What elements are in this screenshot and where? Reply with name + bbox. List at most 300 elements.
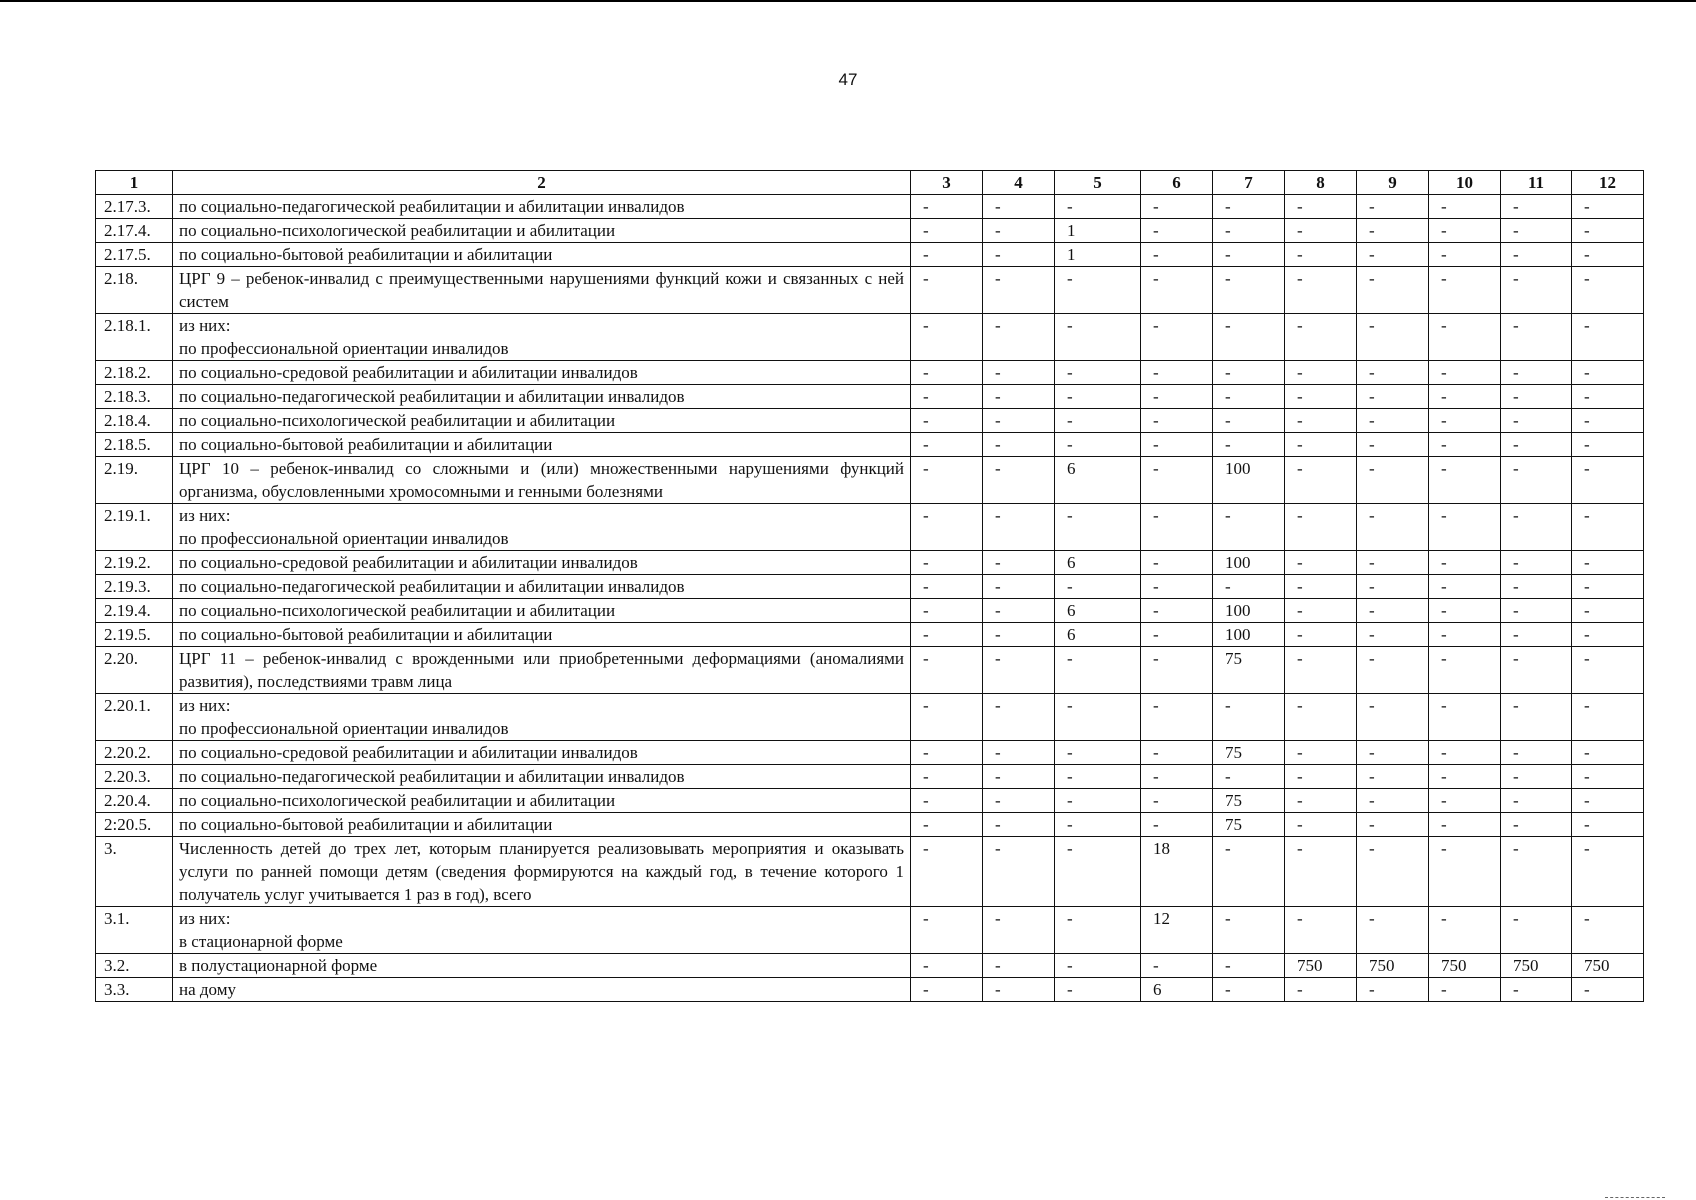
value-cell: - — [1357, 694, 1429, 741]
value-cell: - — [1572, 741, 1644, 765]
value-cell: - — [1213, 954, 1285, 978]
value-cell: - — [1285, 978, 1357, 1002]
value-cell: - — [1429, 504, 1501, 551]
value-cell: - — [1572, 361, 1644, 385]
row-description — [173, 551, 911, 575]
row-description-line: из них: — [179, 696, 231, 715]
value-cell: - — [1213, 267, 1285, 314]
value-cell: - — [1501, 647, 1572, 694]
value-cell: - — [1501, 457, 1572, 504]
value-cell: - — [911, 243, 983, 267]
value-cell: - — [983, 195, 1055, 219]
table-row — [96, 954, 1644, 978]
value-cell: - — [911, 551, 983, 575]
value-cell: - — [1055, 433, 1141, 457]
value-cell: - — [1572, 551, 1644, 575]
value-cell: - — [1357, 741, 1429, 765]
row-number: 2.18. — [96, 267, 173, 314]
value-cell: - — [1285, 361, 1357, 385]
table-row — [96, 504, 1644, 551]
value-cell: - — [1501, 765, 1572, 789]
value-cell: - — [1357, 647, 1429, 694]
value-cell: - — [983, 243, 1055, 267]
value-cell: - — [1429, 575, 1501, 599]
value-cell: - — [1285, 837, 1357, 907]
value-cell: - — [1501, 551, 1572, 575]
value-cell: - — [1141, 765, 1213, 789]
table-row — [96, 765, 1644, 789]
value-cell: - — [1055, 314, 1141, 361]
value-cell: - — [1357, 575, 1429, 599]
value-cell: - — [1285, 907, 1357, 954]
value-cell: 6 — [1055, 623, 1141, 647]
value-cell: 100 — [1213, 551, 1285, 575]
value-cell: - — [1055, 409, 1141, 433]
value-cell: - — [1213, 195, 1285, 219]
value-cell: - — [1501, 907, 1572, 954]
value-cell: - — [1285, 694, 1357, 741]
value-cell: - — [911, 789, 983, 813]
value-cell: 100 — [1213, 457, 1285, 504]
row-description-line: Численность детей до трех лет, которым планируется реализовывать мероприятия и оказывать услуги по ранней помощи детям (сведения формируются на каждый год, в течение которого 1 получатель услуг учитывается 1 раз в год), всего — [179, 839, 904, 904]
value-cell: - — [983, 433, 1055, 457]
table-row — [96, 361, 1644, 385]
value-cell: - — [911, 504, 983, 551]
row-description-line: по социально-психологической реабилитации и абилитации — [179, 411, 616, 430]
row-number: 3. — [96, 837, 173, 907]
table-row — [96, 314, 1644, 361]
value-cell: - — [1429, 409, 1501, 433]
value-cell: - — [1572, 433, 1644, 457]
value-cell: - — [983, 741, 1055, 765]
value-cell: - — [1055, 385, 1141, 409]
table-header-row — [96, 171, 1644, 195]
page-number: 47 — [838, 70, 858, 89]
value-cell: - — [983, 409, 1055, 433]
value-cell: - — [1357, 623, 1429, 647]
value-cell: - — [1501, 599, 1572, 623]
row-number: 2.20.4. — [96, 789, 173, 813]
value-cell: - — [1213, 219, 1285, 243]
value-cell: - — [1213, 243, 1285, 267]
row-description — [173, 267, 911, 314]
value-cell: - — [1285, 599, 1357, 623]
table-row — [96, 907, 1644, 954]
value-cell: - — [1429, 765, 1501, 789]
row-description-line: по социально-бытовой реабилитации и абилитации — [179, 435, 553, 454]
value-cell: 1 — [1055, 219, 1141, 243]
value-cell: - — [1141, 813, 1213, 837]
row-number: 2.17.3. — [96, 195, 173, 219]
value-cell: - — [1285, 409, 1357, 433]
row-description — [173, 457, 911, 504]
value-cell: - — [1357, 457, 1429, 504]
value-cell: 750 — [1357, 954, 1429, 978]
row-description-line: по социально-педагогической реабилитации и абилитации инвалидов — [179, 197, 685, 216]
value-cell: - — [1285, 195, 1357, 219]
value-cell: - — [1429, 551, 1501, 575]
table-row — [96, 219, 1644, 243]
value-cell: - — [1357, 314, 1429, 361]
value-cell: - — [1357, 385, 1429, 409]
table-row — [96, 813, 1644, 837]
value-cell: 75 — [1213, 789, 1285, 813]
table-row — [96, 551, 1644, 575]
row-number: 2.19.1. — [96, 504, 173, 551]
value-cell: - — [911, 623, 983, 647]
value-cell: 6 — [1141, 978, 1213, 1002]
value-cell: - — [983, 551, 1055, 575]
value-cell: - — [983, 694, 1055, 741]
value-cell: - — [1429, 741, 1501, 765]
value-cell: - — [1055, 907, 1141, 954]
value-cell: - — [911, 694, 983, 741]
value-cell: 100 — [1213, 623, 1285, 647]
table-body — [96, 195, 1644, 1002]
row-description — [173, 219, 911, 243]
value-cell: - — [1213, 837, 1285, 907]
value-cell: - — [1429, 813, 1501, 837]
value-cell: - — [983, 575, 1055, 599]
value-cell: - — [983, 599, 1055, 623]
value-cell: - — [1213, 314, 1285, 361]
row-description — [173, 409, 911, 433]
value-cell: - — [983, 219, 1055, 243]
value-cell: - — [1572, 314, 1644, 361]
row-number: 3.3. — [96, 978, 173, 1002]
row-description-line: по социально-средовой реабилитации и абилитации инвалидов — [179, 743, 638, 762]
row-description-line: по социально-психологической реабилитации и абилитации — [179, 221, 616, 240]
value-cell: - — [1429, 457, 1501, 504]
row-number: 2.19. — [96, 457, 173, 504]
table-row — [96, 433, 1644, 457]
column-header: 7 — [1213, 171, 1285, 195]
row-description — [173, 599, 911, 623]
value-cell: - — [1285, 623, 1357, 647]
data-table — [95, 170, 1644, 1002]
table-row — [96, 385, 1644, 409]
value-cell: - — [1572, 575, 1644, 599]
row-description-line: по социально-средовой реабилитации и абилитации инвалидов — [179, 553, 638, 572]
value-cell: - — [1572, 385, 1644, 409]
value-cell: - — [1572, 243, 1644, 267]
value-cell: - — [911, 575, 983, 599]
value-cell: - — [1572, 813, 1644, 837]
column-header: 6 — [1141, 171, 1213, 195]
value-cell: - — [1501, 267, 1572, 314]
value-cell: - — [1357, 409, 1429, 433]
table-row — [96, 623, 1644, 647]
row-description — [173, 385, 911, 409]
value-cell: - — [1572, 765, 1644, 789]
table-row — [96, 647, 1644, 694]
value-cell: - — [1141, 623, 1213, 647]
value-cell: - — [1141, 647, 1213, 694]
row-number: 2.20.1. — [96, 694, 173, 741]
value-cell: - — [1141, 314, 1213, 361]
row-number: 2.19.2. — [96, 551, 173, 575]
value-cell: - — [1141, 361, 1213, 385]
value-cell: - — [1357, 361, 1429, 385]
value-cell: - — [1055, 741, 1141, 765]
table-row — [96, 267, 1644, 314]
row-number: 2.18.4. — [96, 409, 173, 433]
value-cell: - — [983, 314, 1055, 361]
value-cell: - — [911, 837, 983, 907]
value-cell: - — [1357, 504, 1429, 551]
value-cell: - — [1501, 433, 1572, 457]
row-description-line: по профессиональной ориентации инвалидов — [179, 529, 509, 548]
table-row — [96, 243, 1644, 267]
value-cell: - — [1357, 978, 1429, 1002]
value-cell: - — [1429, 789, 1501, 813]
value-cell: - — [1285, 741, 1357, 765]
value-cell: - — [911, 907, 983, 954]
value-cell: - — [1572, 599, 1644, 623]
value-cell: - — [1285, 219, 1357, 243]
row-description-line: из них: — [179, 506, 231, 525]
value-cell: - — [1285, 385, 1357, 409]
value-cell: - — [1572, 457, 1644, 504]
value-cell: - — [1141, 741, 1213, 765]
row-description — [173, 765, 911, 789]
value-cell: - — [1141, 433, 1213, 457]
row-number: 2.19.5. — [96, 623, 173, 647]
value-cell: 1 — [1055, 243, 1141, 267]
value-cell: - — [1572, 267, 1644, 314]
value-cell: - — [911, 361, 983, 385]
value-cell: - — [911, 978, 983, 1002]
row-description-line: по социально-бытовой реабилитации и абилитации — [179, 245, 553, 264]
table-row — [96, 837, 1644, 907]
row-description — [173, 741, 911, 765]
value-cell: - — [1501, 314, 1572, 361]
value-cell: - — [1501, 195, 1572, 219]
value-cell: 750 — [1501, 954, 1572, 978]
value-cell: - — [1055, 575, 1141, 599]
value-cell: 75 — [1213, 741, 1285, 765]
value-cell: - — [1429, 361, 1501, 385]
value-cell: - — [1213, 361, 1285, 385]
row-number: 3.1. — [96, 907, 173, 954]
value-cell: - — [1429, 195, 1501, 219]
value-cell: - — [911, 647, 983, 694]
value-cell: - — [1572, 694, 1644, 741]
value-cell: - — [1055, 694, 1141, 741]
value-cell: - — [1213, 504, 1285, 551]
row-description — [173, 433, 911, 457]
value-cell: - — [983, 504, 1055, 551]
row-description — [173, 647, 911, 694]
value-cell: - — [911, 765, 983, 789]
value-cell: - — [1572, 623, 1644, 647]
value-cell: - — [983, 647, 1055, 694]
value-cell: - — [1572, 978, 1644, 1002]
value-cell: - — [1285, 504, 1357, 551]
value-cell: - — [1501, 219, 1572, 243]
value-cell: - — [1501, 694, 1572, 741]
value-cell: - — [1285, 457, 1357, 504]
value-cell: - — [1285, 551, 1357, 575]
value-cell: - — [1357, 907, 1429, 954]
value-cell: - — [1572, 789, 1644, 813]
row-number: 3.2. — [96, 954, 173, 978]
value-cell: - — [1429, 623, 1501, 647]
value-cell: 6 — [1055, 599, 1141, 623]
value-cell: 750 — [1572, 954, 1644, 978]
column-header: 1 — [96, 171, 173, 195]
value-cell: - — [983, 457, 1055, 504]
row-description — [173, 954, 911, 978]
value-cell: - — [911, 457, 983, 504]
value-cell: - — [1141, 504, 1213, 551]
column-header: 5 — [1055, 171, 1141, 195]
value-cell: - — [911, 267, 983, 314]
row-number: 2.18.3. — [96, 385, 173, 409]
value-cell: - — [1055, 361, 1141, 385]
table-row — [96, 978, 1644, 1002]
row-number: 2.17.4. — [96, 219, 173, 243]
value-cell: - — [1429, 978, 1501, 1002]
top-edge-line — [0, 0, 1696, 2]
value-cell: - — [983, 907, 1055, 954]
row-description-line: из них: — [179, 316, 231, 335]
value-cell: - — [1357, 243, 1429, 267]
value-cell: - — [1141, 409, 1213, 433]
value-cell: - — [911, 385, 983, 409]
value-cell: - — [983, 385, 1055, 409]
value-cell: - — [1357, 551, 1429, 575]
row-description — [173, 789, 911, 813]
column-header: 12 — [1572, 171, 1644, 195]
value-cell: - — [1285, 647, 1357, 694]
row-description-line: ЦРГ 10 – ребенок-инвалид со сложными и (или) множественными нарушениями функций организма, обусловленными хромосомными и генными болезнями — [179, 459, 904, 501]
value-cell: - — [1429, 267, 1501, 314]
value-cell: - — [1285, 813, 1357, 837]
row-description-line: по социально-психологической реабилитации и абилитации — [179, 791, 616, 810]
value-cell: - — [1501, 623, 1572, 647]
value-cell: - — [1429, 219, 1501, 243]
value-cell: 750 — [1285, 954, 1357, 978]
value-cell: - — [1429, 647, 1501, 694]
column-header: 2 — [173, 171, 911, 195]
value-cell: - — [1501, 575, 1572, 599]
value-cell: - — [1055, 267, 1141, 314]
value-cell: - — [1141, 575, 1213, 599]
value-cell: - — [1141, 789, 1213, 813]
value-cell: - — [1429, 314, 1501, 361]
value-cell: - — [1213, 978, 1285, 1002]
column-header: 11 — [1501, 171, 1572, 195]
table-row — [96, 789, 1644, 813]
value-cell: - — [1055, 978, 1141, 1002]
value-cell: - — [1357, 813, 1429, 837]
value-cell: - — [1429, 599, 1501, 623]
value-cell: 750 — [1429, 954, 1501, 978]
column-header: 9 — [1357, 171, 1429, 195]
value-cell: - — [1055, 504, 1141, 551]
row-description — [173, 195, 911, 219]
value-cell: - — [1055, 789, 1141, 813]
value-cell: - — [1141, 457, 1213, 504]
value-cell: - — [1055, 954, 1141, 978]
table-row — [96, 741, 1644, 765]
value-cell: - — [1572, 907, 1644, 954]
value-cell: - — [1055, 195, 1141, 219]
value-cell: 12 — [1141, 907, 1213, 954]
value-cell: - — [911, 433, 983, 457]
value-cell: - — [1141, 195, 1213, 219]
value-cell: - — [1572, 837, 1644, 907]
value-cell: - — [1285, 433, 1357, 457]
value-cell: - — [1141, 219, 1213, 243]
value-cell: - — [911, 409, 983, 433]
row-number: 2.18.5. — [96, 433, 173, 457]
value-cell: 75 — [1213, 647, 1285, 694]
row-number: 2.19.3. — [96, 575, 173, 599]
value-cell: - — [1357, 789, 1429, 813]
column-header: 4 — [983, 171, 1055, 195]
value-cell: - — [1285, 765, 1357, 789]
value-cell: - — [1213, 575, 1285, 599]
value-cell: - — [1213, 409, 1285, 433]
row-number: 2.20.2. — [96, 741, 173, 765]
row-number: 2.20.3. — [96, 765, 173, 789]
value-cell: - — [1213, 907, 1285, 954]
value-cell: - — [983, 813, 1055, 837]
value-cell: - — [1141, 243, 1213, 267]
value-cell: - — [983, 267, 1055, 314]
row-description-line: по социально-средовой реабилитации и абилитации инвалидов — [179, 363, 638, 382]
value-cell: - — [1213, 385, 1285, 409]
value-cell: - — [1213, 433, 1285, 457]
value-cell: - — [1285, 267, 1357, 314]
row-description — [173, 907, 911, 954]
value-cell: - — [911, 741, 983, 765]
value-cell: - — [1141, 599, 1213, 623]
row-description — [173, 837, 911, 907]
value-cell: - — [911, 195, 983, 219]
row-description — [173, 623, 911, 647]
value-cell: - — [983, 623, 1055, 647]
value-cell: - — [1055, 765, 1141, 789]
value-cell: - — [1501, 409, 1572, 433]
table-row — [96, 409, 1644, 433]
footer-mark — [1605, 1197, 1665, 1199]
value-cell: - — [1429, 433, 1501, 457]
value-cell: - — [1501, 789, 1572, 813]
value-cell: - — [1572, 409, 1644, 433]
row-number: 2.19.4. — [96, 599, 173, 623]
value-cell: - — [1055, 813, 1141, 837]
table-row — [96, 457, 1644, 504]
table-row — [96, 694, 1644, 741]
value-cell: - — [1357, 195, 1429, 219]
row-description-line: по социально-педагогической реабилитации и абилитации инвалидов — [179, 387, 685, 406]
row-number: 2.17.5. — [96, 243, 173, 267]
value-cell: - — [1285, 243, 1357, 267]
value-cell: - — [1501, 741, 1572, 765]
row-description — [173, 813, 911, 837]
row-description — [173, 504, 911, 551]
value-cell: - — [911, 954, 983, 978]
value-cell: - — [1572, 504, 1644, 551]
value-cell: 75 — [1213, 813, 1285, 837]
value-cell: - — [1357, 837, 1429, 907]
value-cell: - — [911, 314, 983, 361]
value-cell: - — [1285, 575, 1357, 599]
value-cell: - — [1572, 195, 1644, 219]
